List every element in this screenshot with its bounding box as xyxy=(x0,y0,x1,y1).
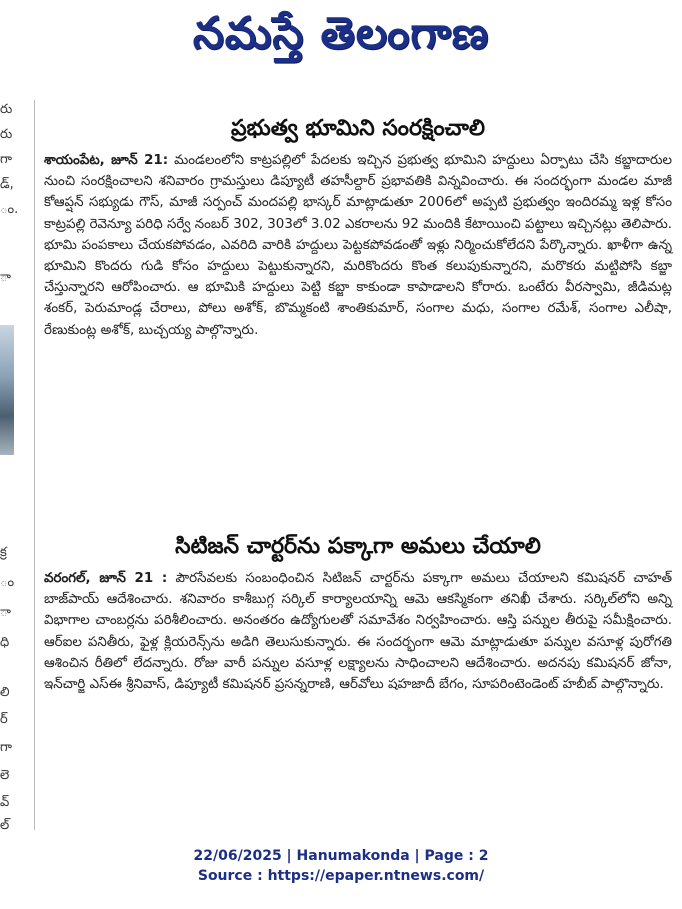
adjacent-photo-fragment xyxy=(0,325,14,455)
article-dateline: వరంగల్, జూన్ 21 : xyxy=(44,571,168,586)
article-headline: సిటిజన్ చార్టర్‌ను పక్కాగా అమలు చేయాలి xyxy=(175,534,541,559)
edition-info: 22/06/2025 | Hanumakonda | Page : 2 xyxy=(193,848,489,864)
article-text: పౌరసేవలకు సంబంధించిన సిటిజన్ చార్టర్‌ను పక్కాగా అమలు చేయాలని కమిషనర్ చాహత్ బాజ్‌పాయ్ ఆదేశించారు. శనివారం కాశీబుగ్గ సర్కిల్ కార్యాలయాన్ని ఆమె ఆకస్మికంగా తనిఖీ చేశారు. సర్కిల్‌లోని అన్ని విభాగాల చాంబర్లను పరిశీలించారు. అనంతరం ఉద్యోగులతో సమావేశం నిర్వహించారు. ఆస్తి పన్నుల తీరుపై సమీక్షించారు. ఆర్‌ఐల పనితీరు, ఫైళ్ల క్లియరెన్స్‌ను అడిగి తెలుసుకున్నారు. ఈ సందర్భంగా ఆమె మాట్లాడుతూ పన్నుల వసూళ్ల పురోగతి ఆశించిన రీతిలో లేదన్నారు. రోజు వారీ పన్నుల వసూళ్ల లక్ష్యాలను సాధించాలని ఆదేశించారు. అదనపు కమిషనర్ జోనా, ఇన్‌చార్జి ఎస్‌ఈ శ్రీనివాస్, డిప్యూటీ కమిషనర్ ప్రసన్నరాణి, ఆర్‌వోలు షహజాదీ బేగం, సూపరింటెండెంట్ హబీబ్ పాల్గొన్నారు. xyxy=(44,571,672,693)
strip-fragment: లె xyxy=(0,768,10,783)
column-divider xyxy=(34,100,35,830)
adjacent-column-strip xyxy=(0,100,20,830)
strip-fragment: రు xyxy=(0,102,13,117)
article-dateline: శాయంపేట, జూన్ 21: xyxy=(44,153,169,168)
strip-fragment: గా xyxy=(0,740,12,755)
article-text: మండలంలోని కాట్రపల్లిలో పేదలకు ఇచ్చిన ప్రభుత్వ భూమిని హద్దులు ఏర్పాటు చేసి కబ్జాదారుల నుంచి సంరక్షించాలని శనివారం గ్రామస్తులు డిప్యూటీ తహసీల్దార్ ప్రభావతికి విన్నవించారు. ఈ సందర్భంగా మండల మాజీ కోఆప్షన్ సభ్యుడు గౌస్, మాజీ సర్పంచ్ మందపల్లి భాస్కర్ మాట్లాడుతూ 2006లో అప్పటి ప్రభుత్వం ఇందిరమ్మ ఇళ్ల కోసం కాట్రపల్లి రెవెన్యూ పరిధి సర్వే నంబర్ 302, 303లో 3.02 ఎకరాలను 92 మందికి కేటాయించి పట్టాలు ఇచ్చినట్లు తెలిపారు. భూమి పంపకాలు చేయకపోవడం, ఎవరిది వారికి హద్దులు పెట్టకపోవడంతో ఇళ్లు నిర్మించుకోలేదని పేర్కొన్నారు. ఖాళీగా ఉన్న భూమిని కొందరు గుడి కోసం హద్దులు పెట్టుకున్నారని, మరికొందరు కొంత కలుపుకున్నారని, మరొకరు మట్టిపోసి కబ్జా చేస్తున్నారని ఆరోపించారు. ఆ భూమికి హద్దులు పెట్టి కబ్జా కాకుండా కాపాడాలని కోరారు. ఒంటేరు వీరస్వామి, జీడిమట్ల శంకర్, పెరుమాండ్ల చేరాలు, పోలు అశోక్, బొమ్మకంటి శాంతికుమార్, సంగాల మధు, సంగాల రమేశ్, సంగాల ఎలీషా, రేణుకుంట్ల అశోక్, బుచ్చయ్య పాల్గొన్నారు. xyxy=(44,153,672,338)
strip-fragment: ం. xyxy=(0,202,18,217)
strip-fragment: క్ర xyxy=(0,545,7,560)
page-footer xyxy=(0,846,682,886)
strip-fragment: ం xyxy=(0,575,15,590)
source-line: Source : https://epaper.ntnews.com/ xyxy=(197,868,485,884)
strip-fragment: గా xyxy=(0,152,12,167)
article-body xyxy=(44,568,672,695)
strip-fragment: వ్ xyxy=(0,795,10,810)
article-citizen-charter xyxy=(44,532,672,695)
strip-fragment: ధి xyxy=(0,635,10,650)
strip-fragment: ా xyxy=(0,270,11,285)
article-land-protection xyxy=(44,114,672,341)
article-body xyxy=(44,150,672,341)
masthead xyxy=(0,0,682,80)
strip-fragment: ా xyxy=(0,605,11,620)
strip-fragment: ర్ xyxy=(0,712,8,727)
article-headline: ప్రభుత్వ భూమిని సంరక్షించాలి xyxy=(230,116,486,141)
strip-fragment: లి xyxy=(0,685,10,700)
strip-fragment: రు xyxy=(0,127,13,142)
strip-fragment: ల్ xyxy=(0,818,10,830)
strip-fragment: డ్, xyxy=(0,177,14,192)
newspaper-logo: నమస్తే తెలంగాణ xyxy=(192,8,490,59)
